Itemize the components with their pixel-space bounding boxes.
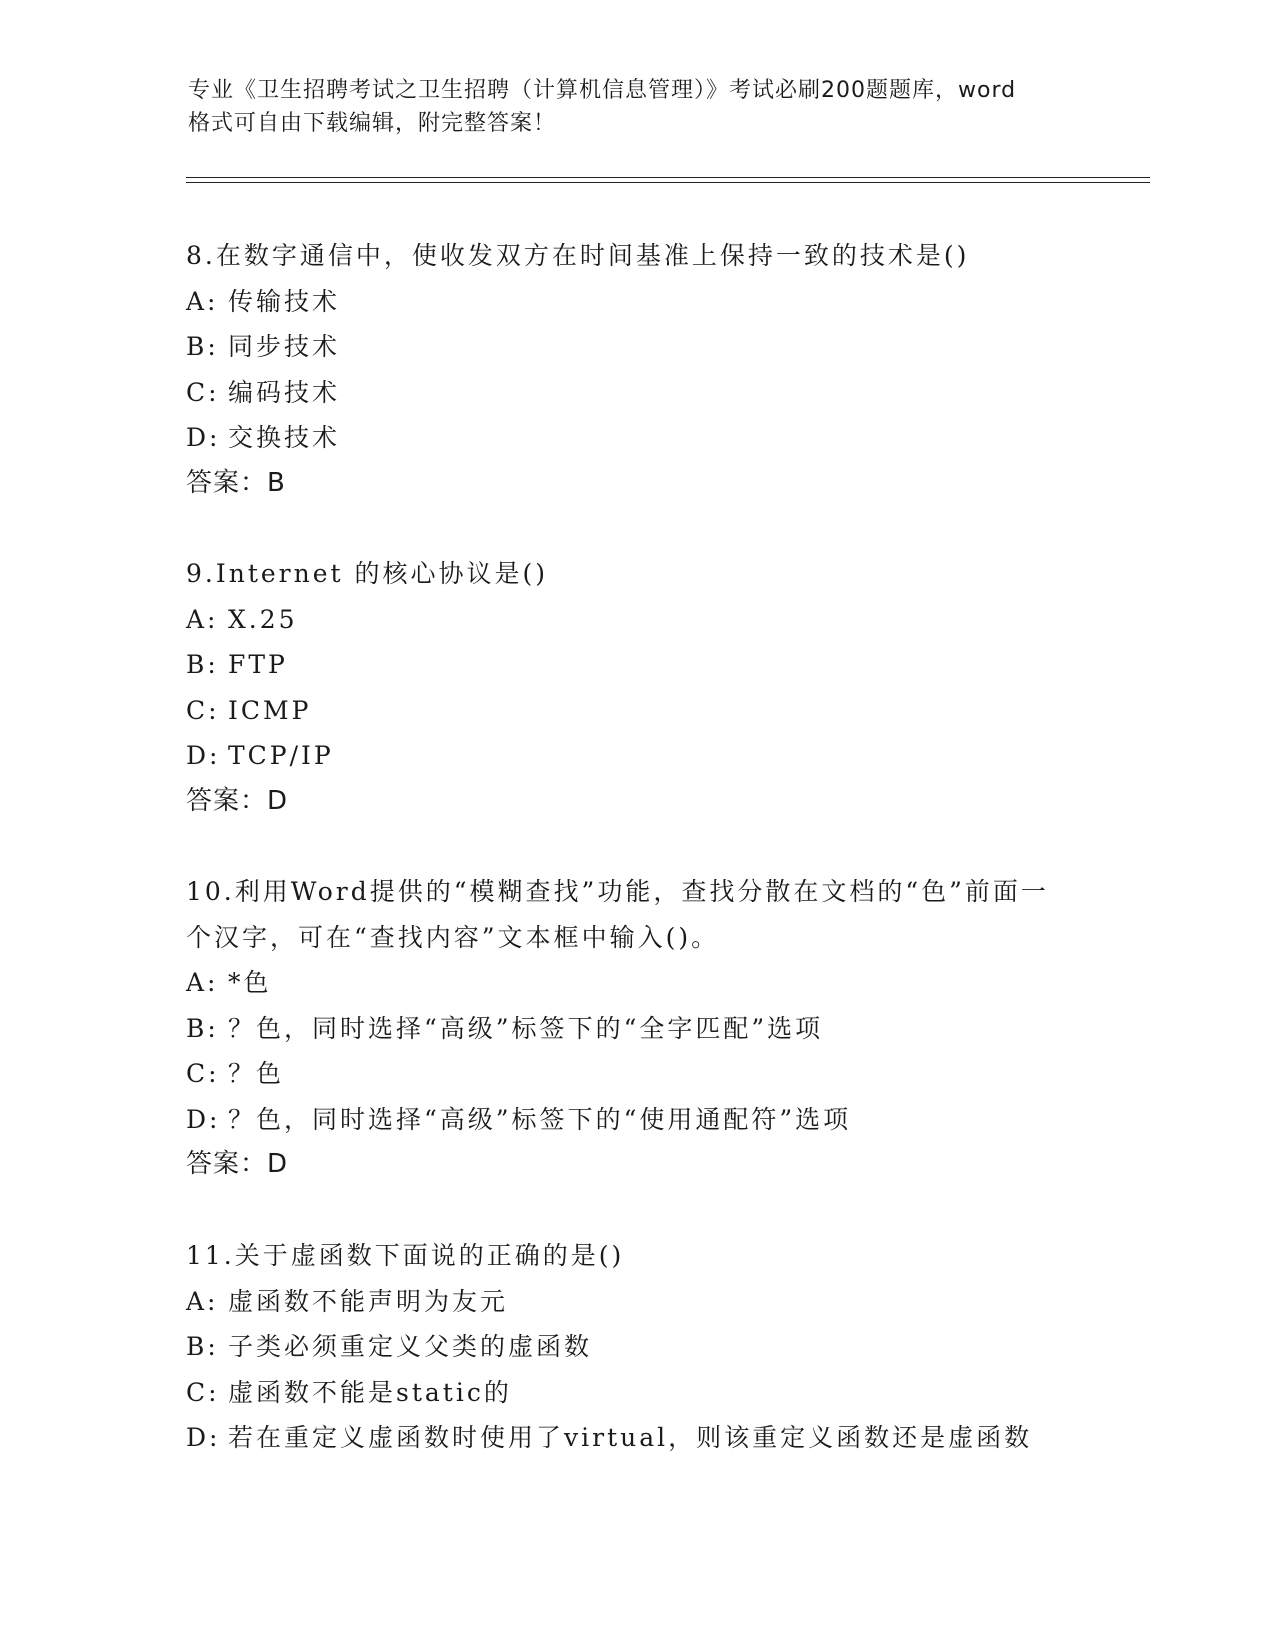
option-label: A:: [186, 968, 219, 997]
header-divider-bottom: [186, 182, 1150, 183]
option-text: ？色，同时选择“高级”标签下的“全字匹配”选项: [228, 1013, 824, 1043]
option-label: A:: [186, 1286, 219, 1316]
header-line-2: 格式可自由下载编辑，附完整答案！: [188, 111, 557, 136]
option-c: [186, 1370, 1086, 1416]
option-b: [186, 324, 1086, 370]
option-b: [186, 1006, 1086, 1052]
option-c: [186, 688, 1086, 734]
option-label: D:: [186, 741, 221, 770]
option-label: B:: [186, 650, 219, 679]
option-text: ？色: [228, 1059, 285, 1088]
answer-text: 答案：D: [186, 1149, 289, 1179]
option-d: [186, 733, 1086, 779]
option-d: [186, 1097, 1086, 1143]
header-line-1: 专业《卫生招聘考试之卫生招聘（计算机信息管理）》考试必刷200题题库，word: [188, 78, 1017, 103]
option-text: ？色，同时选择“高级”标签下的“使用通配符”选项: [228, 1104, 852, 1134]
option-text: 同步技术: [228, 332, 341, 361]
question-9: [186, 551, 1086, 824]
option-label: C:: [186, 1377, 220, 1407]
option-text: *色: [228, 968, 272, 997]
answer-text: 答案：B: [186, 467, 286, 498]
option-b: [186, 642, 1086, 688]
option-text: 虚函数不能声明为友元: [228, 1286, 509, 1316]
option-label: D:: [186, 1423, 221, 1452]
option-text: 传输技术: [228, 286, 341, 316]
question-stem: 8.在数字通信中，使收发双方在时间基准上保持一致的技术是(): [186, 241, 970, 270]
option-text: TCP/IP: [228, 741, 334, 770]
answer-text: 答案：D: [186, 785, 289, 816]
header-divider-top: [186, 177, 1150, 178]
option-label: A:: [186, 604, 219, 634]
option-text: 虚函数不能是static的: [228, 1377, 512, 1407]
question-8: [186, 233, 1086, 506]
option-label: C:: [186, 1059, 220, 1088]
option-d: [186, 415, 1086, 461]
option-a: [186, 1279, 1086, 1325]
option-label: B:: [186, 1013, 219, 1043]
option-text: X.25: [228, 604, 298, 634]
document-header: [188, 74, 1108, 140]
question-11: [186, 1233, 1086, 1461]
option-d: [186, 1415, 1086, 1461]
option-text: FTP: [228, 650, 288, 679]
question-stem: 9.Internet 的核心协议是(): [186, 559, 549, 588]
option-label: C:: [186, 695, 220, 725]
option-text: 编码技术: [228, 377, 341, 407]
option-label: B:: [186, 332, 219, 361]
option-label: B:: [186, 1332, 219, 1361]
option-a: [186, 960, 1086, 1006]
option-c: [186, 1051, 1086, 1097]
option-text: ICMP: [228, 695, 312, 725]
question-10: [186, 869, 1086, 1188]
option-label: A:: [186, 286, 219, 316]
option-text: 若在重定义虚函数时使用了virtual，则该重定义函数还是虚函数: [228, 1423, 1033, 1452]
option-a: [186, 279, 1086, 325]
question-stem: 10.利用Word提供的“模糊查找”功能，查找分散在文档的“色”前面一个汉字，可在“查找内容”文本框中输入()。: [186, 877, 1049, 952]
option-text: 交换技术: [228, 423, 341, 452]
option-label: D:: [186, 1104, 221, 1134]
option-label: D:: [186, 423, 221, 452]
option-b: [186, 1324, 1086, 1370]
question-stem: 11.关于虚函数下面说的正确的是(): [186, 1241, 625, 1270]
option-text: 子类必须重定义父类的虚函数: [228, 1332, 593, 1361]
option-c: [186, 370, 1086, 416]
option-label: C:: [186, 377, 220, 407]
option-a: [186, 597, 1086, 643]
